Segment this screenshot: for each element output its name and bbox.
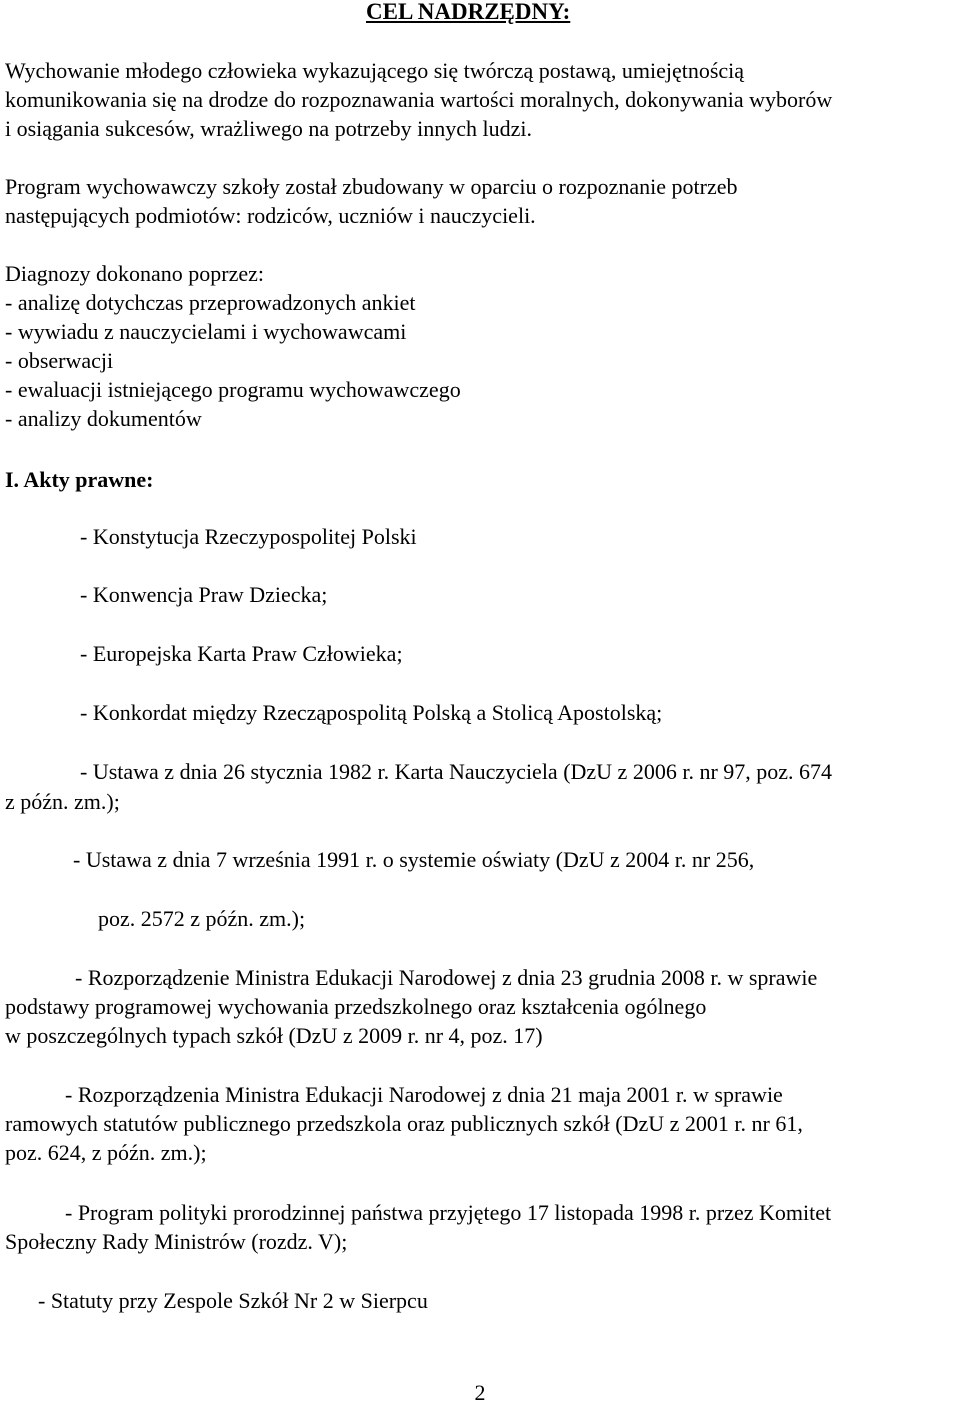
legal-item-rozporzadzenie-2008: - Rozporządzenie Ministra Edukacji Narodowej z dnia 23 grudnia 2008 r. w sprawie: [75, 965, 818, 990]
page-title: CEL NADRZĘDNY:: [366, 0, 571, 24]
legal-item-ustawa-1991-cont: poz. 2572 z późn. zm.);: [98, 906, 306, 931]
legal-item-ustawa-1982: - Ustawa z dnia 26 stycznia 1982 r. Karta Nauczyciela (DzU z 2006 r. nr 97, poz. 674: [80, 759, 833, 784]
legal-item-program-polityki: - Program polityki prorodzinnej państwa przyjętego 17 listopada 1998 r. przez Komitet: [65, 1200, 832, 1225]
program-line: Program wychowawczy szkoły został zbudowany w oparciu o rozpoznanie potrzeb: [5, 174, 738, 199]
intro-line: komunikowania się na drodze do rozpoznawania wartości moralnych, dokonywania wyborów: [5, 87, 833, 112]
intro-line: Wychowanie młodego człowieka wykazującego się twórczą postawą, umiejętnością: [5, 58, 745, 83]
legal-item: - Konwencja Praw Dziecka;: [80, 582, 328, 607]
intro-line: i osiągania sukcesów, wrażliwego na potrzeby innych ludzi.: [5, 116, 533, 141]
diagnosis-item: - analizę dotychczas przeprowadzonych ankiet: [5, 290, 416, 315]
diagnosis-heading: Diagnozy dokonano poprzez:: [5, 261, 265, 286]
legal-item-rozporzadzenie-2001: - Rozporządzenia Ministra Edukacji Narodowej z dnia 21 maja 2001 r. w sprawie: [65, 1082, 783, 1107]
legal-item-rozporzadzenie-2001-cont: poz. 624, z późn. zm.);: [5, 1140, 207, 1165]
legal-item-ustawa-1982-cont: z późn. zm.);: [5, 789, 120, 814]
program-line: następujących podmiotów: rodziców, uczniów i nauczycieli.: [5, 203, 536, 228]
legal-item: - Konstytucja Rzeczypospolitej Polski: [80, 524, 417, 549]
legal-item-rozporzadzenie-2001-cont: ramowych statutów publicznego przedszkola oraz publicznych szkół (DzU z 2001 r. nr 61,: [5, 1111, 803, 1136]
diagnosis-item: - wywiadu z nauczycielami i wychowawcami: [5, 319, 407, 344]
legal-item: - Europejska Karta Praw Człowieka;: [80, 641, 403, 666]
legal-item-program-polityki-cont: Społeczny Rady Ministrów (rozdz. V);: [5, 1229, 348, 1254]
diagnosis-item: - ewaluacji istniejącego programu wychowawczego: [5, 377, 461, 402]
legal-item-statuty: - Statuty przy Zespole Szkół Nr 2 w Sierpcu: [38, 1288, 428, 1313]
legal-item-rozporzadzenie-2008-cont: podstawy programowej wychowania przedszkolnego oraz kształcenia ogólnego: [5, 994, 707, 1019]
page-number: 2: [474, 1380, 486, 1405]
legal-item-rozporzadzenie-2008-cont: w poszczególnych typach szkół (DzU z 2009 r. nr 4, poz. 17): [5, 1023, 543, 1048]
legal-item: - Konkordat między Rzecząpospolitą Polską a Stolicą Apostolską;: [80, 700, 663, 725]
legal-heading: I. Akty prawne:: [5, 467, 154, 492]
diagnosis-item: - obserwacji: [5, 348, 114, 373]
diagnosis-item: - analizy dokumentów: [5, 406, 202, 431]
legal-item-ustawa-1991: - Ustawa z dnia 7 września 1991 r. o systemie oświaty (DzU z 2004 r. nr 256,: [73, 847, 755, 872]
